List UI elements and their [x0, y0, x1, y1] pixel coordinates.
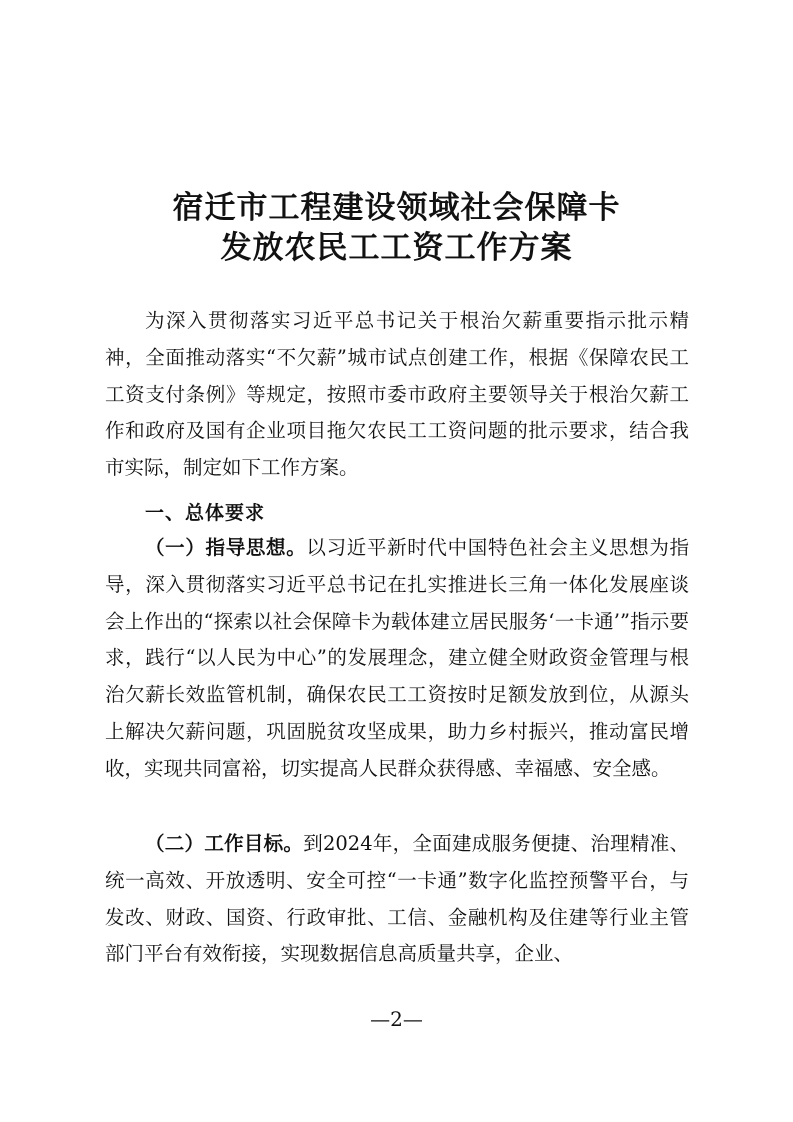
paragraph-lead-work-goals: （二）工作目标。 — [145, 832, 304, 855]
paragraph-lead-guiding-ideology: （一）指导思想。 — [145, 536, 307, 559]
section-heading-general-requirements: 一、总体要求 — [145, 502, 266, 524]
guiding-ideology-paragraph — [105, 530, 689, 788]
paragraph-body-guiding-ideology: 以习近平新时代中国特色社会主义思想为指导，深入贯彻落实习近平总书记在扎实推进长三角一体化发展座谈会上作出的“探索以社会保障卡为载体建立居民服务‘一卡通’”指示要求，践行“以人民为中心”的发展理念，建立健全财政资金管理与根治欠薪长效监管机制，确保农民工工资按时足额发放到位，从源头上解决欠薪问题，巩固脱贫攻坚成果，助力乡村振兴，推动富民增收，实现共同富裕，切实提高人民群众获得感、幸福感、安全感。 — [105, 536, 689, 780]
document-title-line-1: 宿迁市工程建设领域社会保障卡 — [172, 190, 621, 226]
page-number: —2— — [370, 1007, 423, 1031]
document-title-line-2: 发放农民工工资工作方案 — [220, 230, 573, 266]
intro-paragraph: 为深入贯彻落实习近平总书记关于根治欠薪重要指示批示精神，全面推动落实“不欠薪”城市试点创建工作，根据《保障农民工工资支付条例》等规定，按照市委市政府主要领导关于根治欠薪工作和政府及国有企业项目拖欠农民工工资问题的批示要求，结合我市实际，制定如下工作方案。 — [105, 309, 689, 480]
paragraph-body-work-goals: 到2024年，全面建成服务便捷、治理精准、统一高效、开放透明、安全可控“一卡通”数字化监控预警平台，与发改、财政、国资、行政审批、工信、金融机构及住建等行业主管部门平台有效衔接，实现数据信息高质量共享，企业、 — [105, 832, 689, 966]
work-goals-paragraph — [105, 826, 689, 973]
